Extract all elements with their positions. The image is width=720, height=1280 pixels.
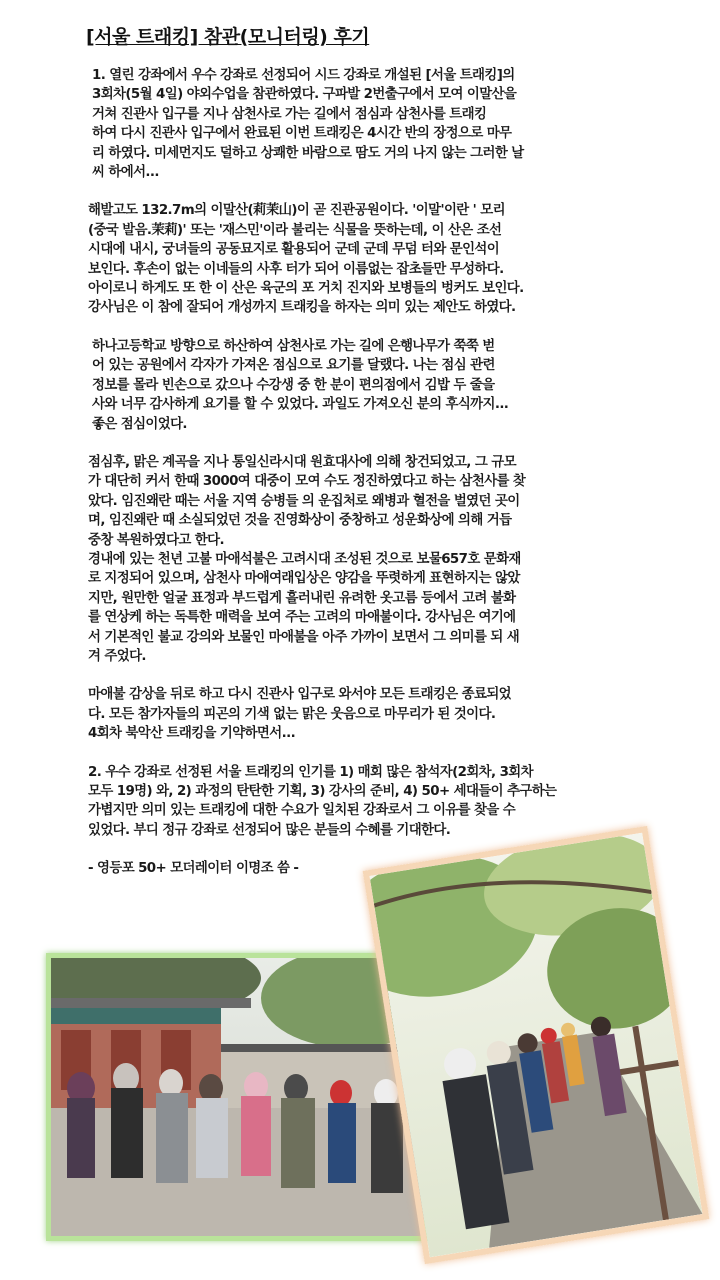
page-title: [서울 트래킹] 참관(모니터링) 후기: [86, 26, 370, 48]
article-body: [88, 66, 648, 879]
paragraph-3-lunch: 하나고등학교 방향으로 하산하여 삼천사로 가는 길에 은행나무가 쭉쭉 벋 어 있는 공원에서 각자가 가져온 점심으로 요기를 달랬다. 나는 점심 관련 정보를 몰라 빈손으로 갔으나 수강생 중 한 분이 편의점에서 김밥 두 줄을 사와 너무 감사하게 요기를 할 수 있었다. 과일도 가져오신 분의 후식까지... 좋은 점심이었다.: [92, 338, 509, 432]
paragraph-5-conclusion: 마애불 감상을 뒤로 하고 다시 진관사 입구로 와서야 모든 트래킹은 종료되었 다. 모든 참가자들의 피곤의 기색 없는 맑은 웃음으로 마무리가 된 것이다. 4회차 북악산 트래킹을 기약하면서...: [88, 687, 512, 742]
author-signature: - 영등포 50+ 모더레이터 이명조 씀 -: [88, 861, 299, 877]
temple-group-photo: [46, 953, 429, 1241]
paragraph-4-samcheonsa: 점심후, 맑은 계곡을 지나 통일신라시대 원효대사에 의해 창건되었고, 그 규모 가 대단히 커서 한때 3000여 대중이 모여 수도 정진하였다고 하는 삼천사를 찾 았다. 임진왜란 때는 서울 지역 승병들 의 운집처로 왜병과 혈전을 벌였던 곳이 며, 임진왜란 때 소실되었던 것을 진영화상이 중창하고 성운화상에 의해 거듭 중창 복원하였다고 한다. 경내에 있는 천년 고불 마애석불은 고려시대 조성된 것으로 보물657호 문화재 로 지정되어 있으며, 삼천사 마애여래입상은 양감을 뚜렷하게 표현하지는 않았 지만, 원만한 얼굴 표정과 부드럽게 흘러내린 유려한 옷고름 등에서 고려 불화 를 연상케 하는 독특한 매력을 보여 주는 고려의 마애불이다. 강사님은 여기에 서 기본적인 불교 강의와 보물인 마애불을 아주 가까이 보면서 그 의미를 되 새 겨 주었다.: [88, 454, 526, 664]
paragraph-2-imalsan: 해발고도 132.7m의 이말산(莉茉山)이 곧 진관공원이다. '이말'이란 ' 모리 (중국 발음.茉莉)' 또는 '재스민'이라 불리는 식물을 뜻하는데, 이 산은 조선 시대에 내시, 궁녀들의 공동묘지로 활용되어 군데 군데 무덤 터와 문인석이 보인다. 후손이 없는 이네들의 사후 터가 되어 이름없는 잡초들만 무성하다. 아이로니 하게도 또 한 이 산은 육군의 포 거치 진지와 보병들의 벙커도 보인다. 강사님은 이 참에 잘되어 개성까지 트래킹을 하자는 의미 있는 제안도 하였다.: [88, 203, 524, 316]
trail-hikers-photo: [363, 826, 710, 1264]
paragraph-6-evaluation: 2. 우수 강좌로 선정된 서울 트래킹의 인기를 1) 매회 많은 참석자(2회차, 3회차 모두 19명) 와, 2) 과정의 탄탄한 기획, 3) 강사의 준비, 4) 50+ 세대들이 추구하는 가볍지만 의미 있는 트래킹에 대한 수요가 일치된 강좌로서 그 이유를 찾을 수 있었다. 부디 정규 강좌로 선정되어 많은 분들의 수혜를 기대한다.: [88, 764, 557, 838]
paragraph-1-observation-intro: 1. 열린 강좌에서 우수 강좌로 선정되어 시드 강좌로 개설된 [서울 트래킹]의 3회차(5월 4일) 야외수업을 참관하였다. 구파발 2번출구에서 모여 이말산을 거쳐 진관사 입구를 지나 삼천사로 가는 길에서 점심과 삼천사를 트래킹 하여 다시 진관사 입구에서 완료된 이번 트래킹은 4시간 반의 장정으로 마무 리 하였다. 미세먼지도 덜하고 상쾌한 바람으로 땀도 거의 나지 않는 그러한 날 씨 하에서...: [92, 68, 524, 181]
